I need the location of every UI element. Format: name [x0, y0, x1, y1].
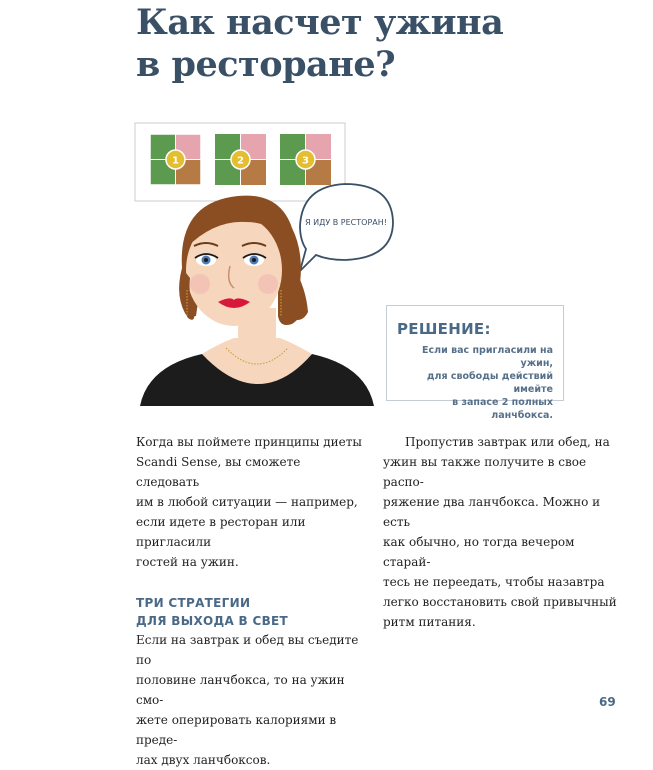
- right-column: [383, 432, 623, 632]
- text-line: Если на завтрак и обед вы съедите по: [136, 633, 359, 667]
- text-line: Scandi Sense, вы сможете следовать: [136, 455, 301, 489]
- solution-text: [397, 344, 553, 422]
- text-line: легко восстановить свой привычный: [383, 595, 617, 609]
- title-line-2: в ресторане?: [136, 44, 396, 85]
- text-line: половине ланчбокса, то на ужин смо-: [136, 673, 345, 707]
- text-line: жете оперировать калориями в преде-: [136, 713, 337, 747]
- text-line: им в любой ситуации — например,: [136, 495, 358, 509]
- text-line: ужин вы также получите в свое распо-: [383, 455, 587, 489]
- text-line: Пропустив завтрак или обед, на: [405, 435, 610, 449]
- intro-paragraph: [136, 432, 366, 572]
- lunchbox-number-2: 2: [237, 155, 244, 167]
- lunchbox-number-1: 1: [172, 155, 179, 167]
- lunchbox-number-3: 3: [302, 155, 309, 167]
- text-line: ряжение два ланчбокса. Можно и есть: [383, 495, 601, 529]
- solution-line: для свободы действий имейте: [426, 371, 553, 395]
- title-line-1: Как насчет ужина: [136, 2, 504, 43]
- text-line: как обычно, но тогда вечером старай-: [383, 535, 575, 569]
- woman-illustration: [130, 118, 400, 410]
- strategy-paragraph: [136, 630, 366, 770]
- lunchbox-panel: [135, 123, 345, 201]
- text-line: Когда вы поймете принципы диеты: [136, 435, 362, 449]
- solution-line: в запасе 2 полных ланчбокса.: [452, 397, 553, 421]
- text-line: лах двух ланчбоксов.: [136, 753, 271, 767]
- text-line: если идете в ресторан или пригласили: [136, 515, 306, 549]
- text-line: гостей на ужин.: [136, 555, 239, 569]
- speech-bubble-text: Я ИДУ В РЕСТОРАН!: [305, 218, 387, 227]
- solution-heading: РЕШЕНИЕ:: [397, 320, 491, 338]
- speech-bubble: [300, 184, 393, 271]
- solution-line: Если вас пригласили на ужин,: [422, 345, 553, 369]
- left-column: [136, 432, 366, 770]
- page-number: 69: [599, 695, 616, 709]
- heading-line: ТРИ СТРАТЕГИИ: [136, 596, 251, 610]
- heading-line: ДЛЯ ВЫХОДА В СВЕТ: [136, 614, 289, 628]
- skip-meal-paragraph: [383, 432, 623, 632]
- text-line: ритм питания.: [383, 615, 476, 629]
- section-heading: [136, 594, 366, 630]
- solution-box: [386, 305, 564, 421]
- text-line: тесь не переедать, чтобы назавтра: [383, 575, 605, 589]
- page-title: [136, 2, 606, 86]
